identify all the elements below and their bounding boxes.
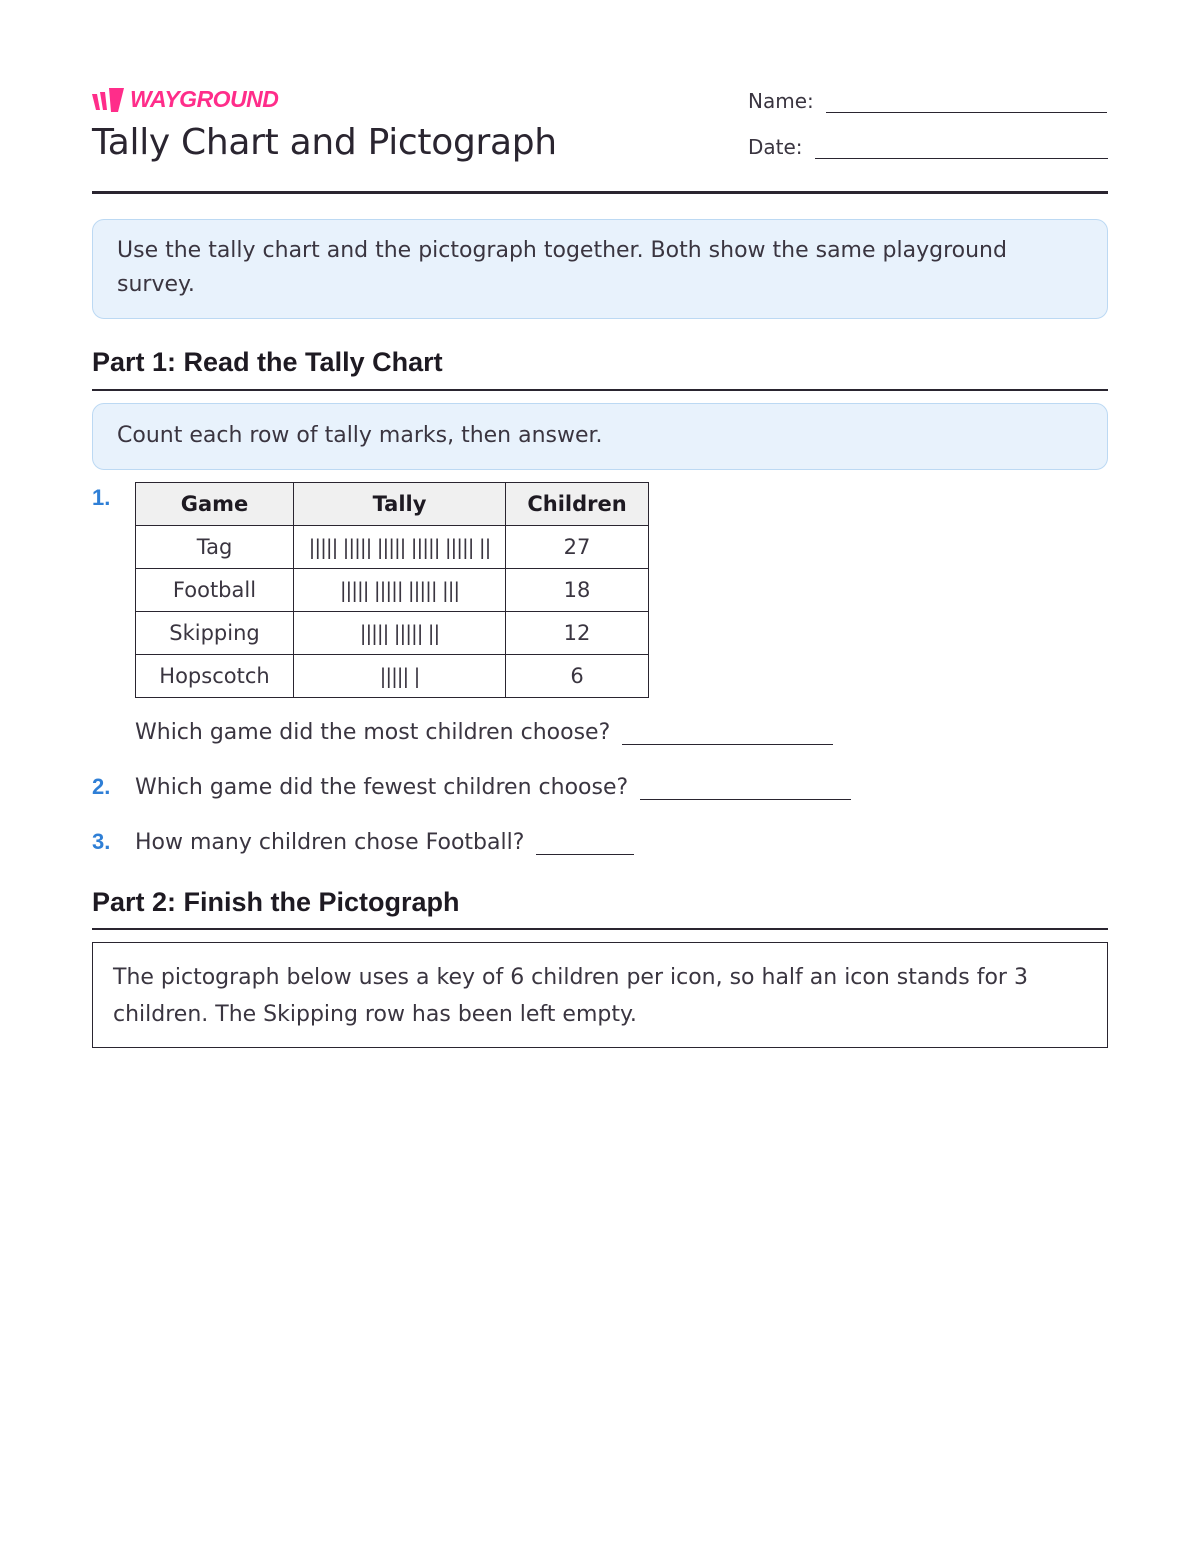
question-2-answer-line[interactable] (640, 773, 851, 800)
table-row (136, 569, 649, 612)
intro-box (92, 219, 1108, 319)
question-3-text: How many children chose Football? (135, 830, 525, 855)
part2-note-box (92, 942, 1108, 1048)
tally-cell: ||||| | (294, 655, 506, 698)
column-header-tally: Tally (294, 483, 506, 526)
children-cell: 27 (506, 526, 649, 569)
date-input-line[interactable] (815, 134, 1108, 159)
tally-table (135, 482, 649, 698)
tally-cell: ||||| ||||| ||||| ||||| ||||| || (294, 526, 506, 569)
date-label: Date: (748, 135, 803, 159)
part1-divider (92, 389, 1108, 391)
brand-logo (92, 86, 278, 113)
question-2-text: Which game did the fewest children choose? (135, 775, 629, 800)
question-number-1: 1. (92, 485, 111, 510)
column-header-children: Children (506, 483, 649, 526)
children-cell: 18 (506, 569, 649, 612)
table-row (136, 612, 649, 655)
part1-heading: Part 1: Read the Tally Chart (92, 347, 443, 377)
part1-instruction-text: Count each row of tally marks, then answer. (117, 423, 603, 448)
part1-instruction-box (92, 403, 1108, 470)
name-field-row (748, 88, 1107, 113)
tally-cell: ||||| ||||| || (294, 612, 506, 655)
question-1 (135, 718, 833, 745)
question-number-3: 3. (92, 829, 111, 854)
question-number-2: 2. (92, 774, 111, 799)
question-2 (135, 773, 851, 800)
question-3-answer-line[interactable] (536, 828, 634, 855)
column-header-game: Game (136, 483, 294, 526)
table-row (136, 655, 649, 698)
name-input-line[interactable] (826, 88, 1107, 113)
table-row (136, 526, 649, 569)
header-divider (92, 191, 1108, 194)
game-cell: Football (136, 569, 294, 612)
part2-heading: Part 2: Finish the Pictograph (92, 887, 460, 917)
tally-table-header-row (136, 483, 649, 526)
date-field-row (748, 134, 1108, 159)
brand-name: WAYGROUND (130, 86, 279, 112)
wayground-logo-icon (92, 88, 124, 112)
part2-divider (92, 928, 1108, 930)
children-cell: 12 (506, 612, 649, 655)
children-cell: 6 (506, 655, 649, 698)
tally-cell: ||||| ||||| ||||| ||| (294, 569, 506, 612)
page-title: Tally Chart and Pictograph (92, 122, 557, 163)
question-3 (135, 828, 634, 855)
part2-note-text: The pictograph below uses a key of 6 children per icon, so half an icon stands for 3 children. The Skipping row has been left empty. (113, 965, 1028, 1027)
question-1-answer-line[interactable] (622, 718, 833, 745)
game-cell: Tag (136, 526, 294, 569)
intro-text: Use the tally chart and the pictograph together. Both show the same playground survey. (117, 238, 1007, 297)
game-cell: Hopscotch (136, 655, 294, 698)
name-label: Name: (748, 89, 814, 113)
question-1-text: Which game did the most children choose? (135, 720, 611, 745)
game-cell: Skipping (136, 612, 294, 655)
